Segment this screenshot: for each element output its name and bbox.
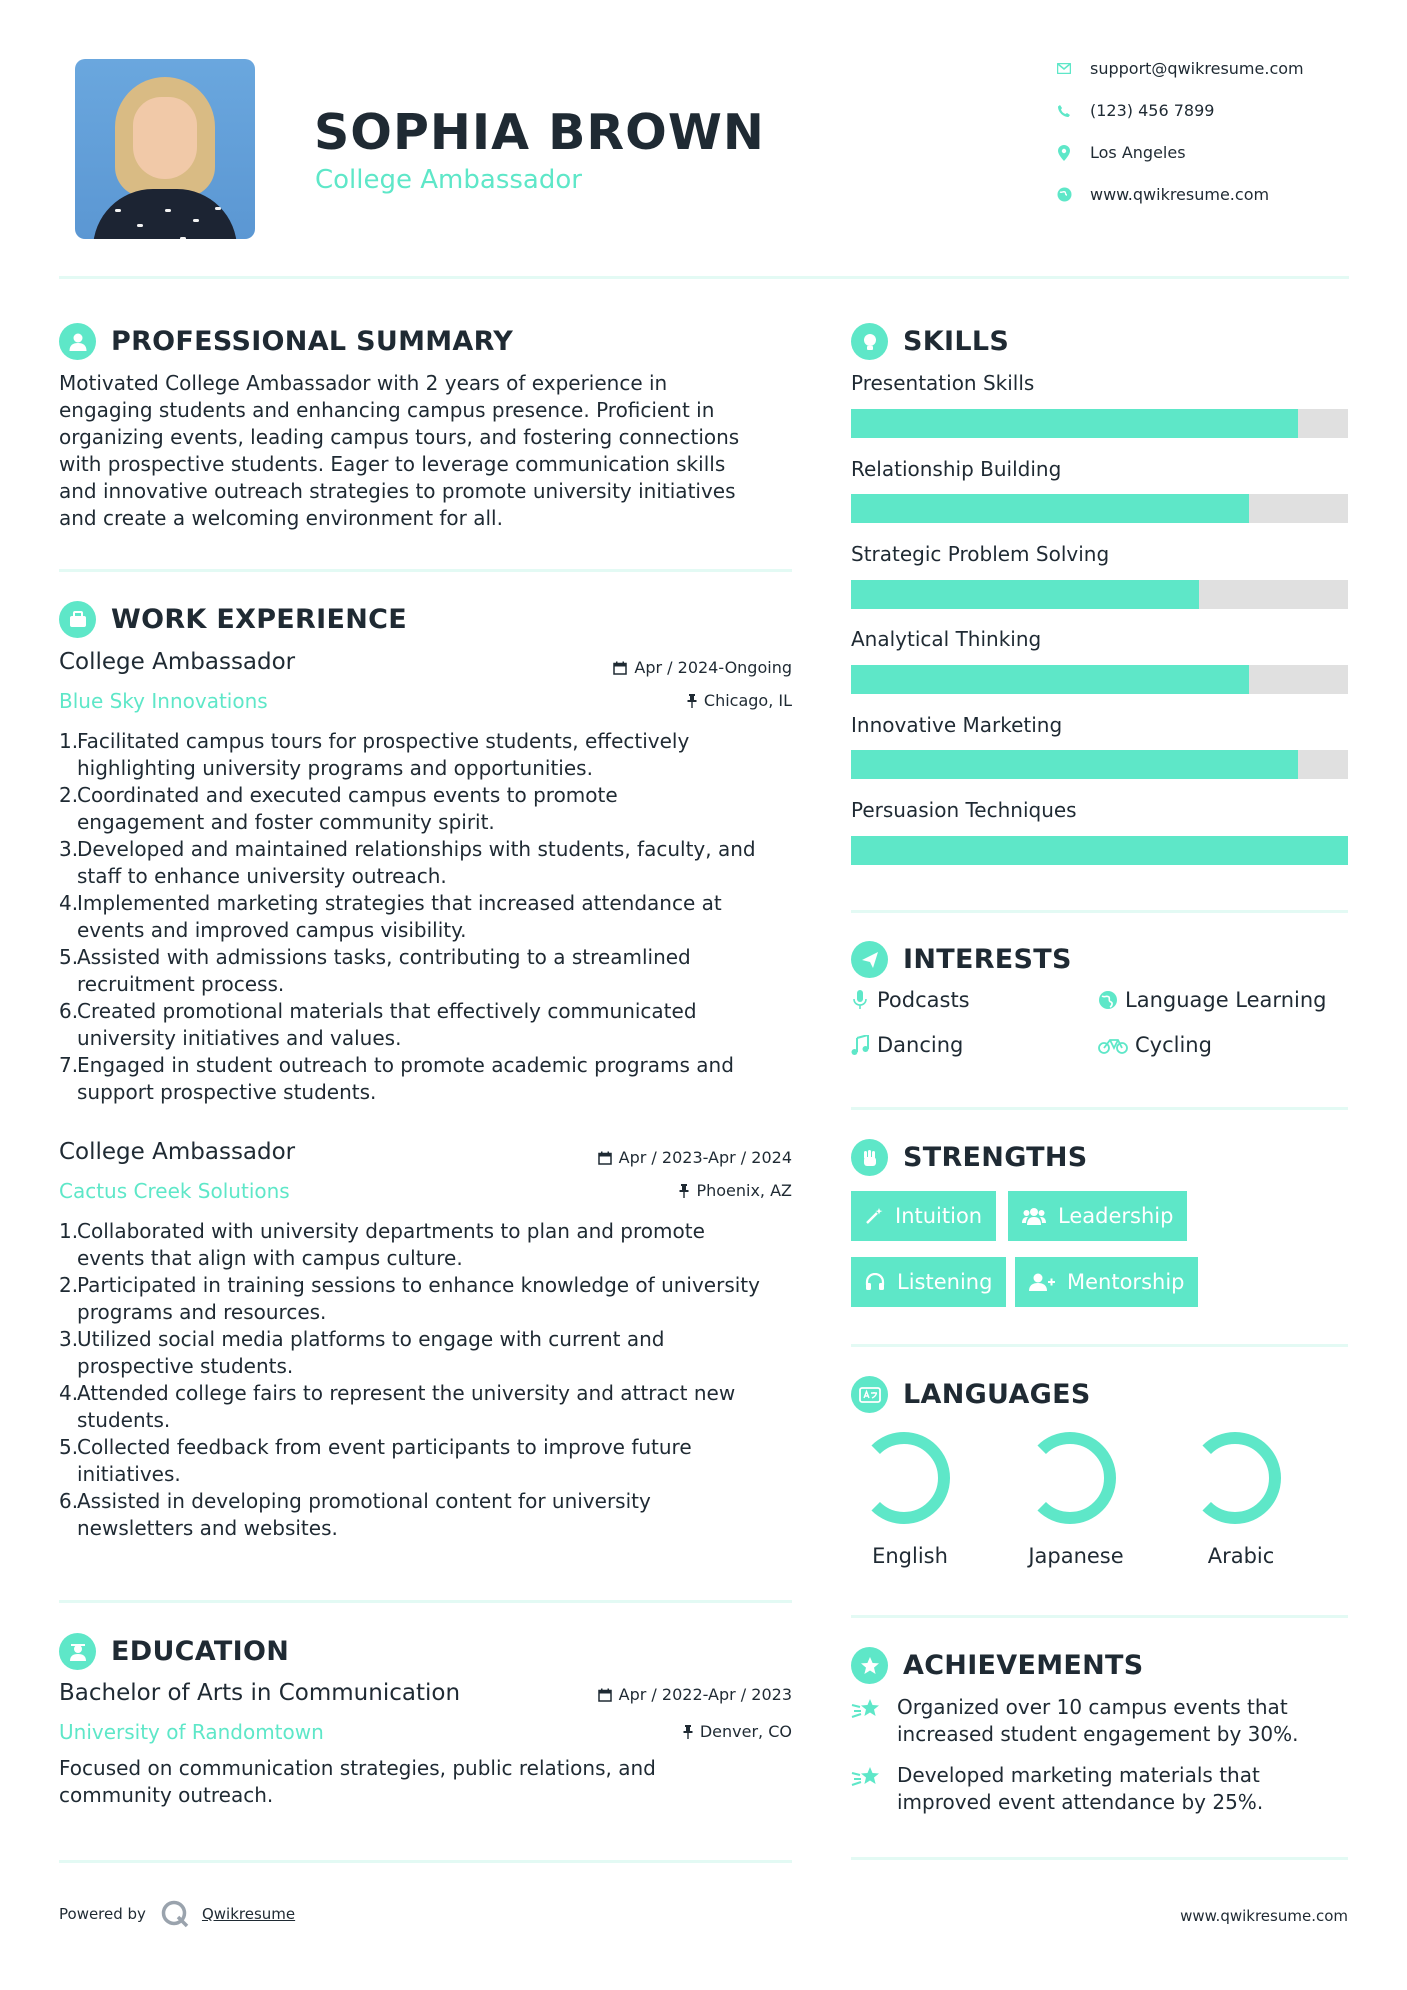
education-divider — [59, 1860, 792, 1863]
headphones-icon — [865, 1273, 885, 1291]
strengths-title: STRENGTHS — [903, 1142, 1088, 1173]
language-ring-english — [858, 1432, 950, 1524]
job-2-bullets — [59, 1218, 799, 1542]
interest-language-learning: Language Learning — [1097, 988, 1326, 1012]
summary-text: Motivated College Ambassador with 2 years of experience in engaging students and enhancing campus presence. Proficient in organizing events, leading campus tours, and fostering connections with prospective students. Eager to leverage communication skills and innovative outreach strategies to promote university initiatives and create a welcoming environment for all. — [59, 371, 740, 530]
achievements-title: ACHIEVEMENTS — [903, 1650, 1144, 1681]
strength-chip-intuition: Intuition — [851, 1191, 996, 1241]
achievements-header — [851, 1647, 1144, 1684]
candidate-role: College Ambassador — [315, 165, 582, 195]
achievement-item: Organized over 10 campus events that increased student engagement by 30%. — [851, 1694, 1298, 1748]
summary-header — [59, 323, 513, 360]
skill-label: Presentation Skills — [851, 371, 1035, 395]
pin-icon — [679, 1184, 689, 1198]
skill-bar-fill — [851, 665, 1249, 694]
map-pin-icon — [1055, 144, 1073, 162]
language-ring-japanese — [1024, 1432, 1116, 1524]
interest-cycling: Cycling — [1097, 1033, 1212, 1057]
paper-plane-icon — [851, 941, 888, 978]
bicycle-icon — [1097, 1036, 1129, 1054]
skill-bar-fill — [851, 409, 1298, 438]
job-1-date: Apr / 2024-Ongoing — [613, 658, 792, 677]
education-school: University of Randomtown — [59, 1720, 324, 1744]
skill-bar-fill — [851, 836, 1348, 865]
list-item: 1. Facilitated campus tours for prospective students, effectively highlighting university programs and opportunities. — [59, 729, 690, 780]
list-item: 1. Collaborated with university departments to plan and promote events that align with campus culture. — [59, 1219, 705, 1270]
strengths-header — [851, 1139, 1088, 1176]
fist-icon — [851, 1139, 888, 1176]
skill-bar — [851, 665, 1348, 694]
pin-icon — [683, 1725, 693, 1739]
job-1-location: Chicago, IL — [687, 691, 792, 710]
contact-location: Los Angeles — [1055, 143, 1186, 162]
microphone-icon — [849, 990, 871, 1010]
language-label: English — [872, 1544, 948, 1568]
email-icon — [1055, 60, 1073, 78]
interest-podcasts: Podcasts — [849, 988, 970, 1012]
job-1-company: Blue Sky Innovations — [59, 689, 268, 713]
strength-chip-listening: Listening — [851, 1257, 1006, 1307]
skill-label: Innovative Marketing — [851, 713, 1063, 737]
education-location: Denver, CO — [683, 1722, 792, 1741]
summary-divider — [59, 569, 792, 572]
job-2-title: College Ambassador — [59, 1139, 296, 1165]
job-2-location: Phoenix, AZ — [679, 1181, 792, 1200]
list-item: 7. Engaged in student outreach to promote academic programs and support prospective students. — [59, 1053, 734, 1104]
languages-header — [851, 1376, 1091, 1413]
calendar-icon — [598, 1688, 612, 1702]
skill-bar — [851, 409, 1348, 438]
skills-header — [851, 323, 1009, 360]
job-1-bullets — [59, 728, 799, 1106]
education-degree: Bachelor of Arts in Communication — [59, 1680, 461, 1706]
job-2-company: Cactus Creek Solutions — [59, 1179, 290, 1203]
job-1-title: College Ambassador — [59, 649, 296, 675]
music-note-icon — [849, 1035, 871, 1055]
achievement-item: Developed marketing materials that improved event attendance by 25%. — [851, 1762, 1263, 1816]
skills-title: SKILLS — [903, 326, 1010, 357]
skills-divider — [851, 910, 1348, 913]
footer-powered-by: Powered by Qwikresume — [59, 1899, 295, 1929]
magic-wand-icon — [865, 1207, 883, 1225]
list-item: 4. Implemented marketing strategies that increased attendance at events and improved campus visibility. — [59, 891, 722, 942]
shooting-star-icon — [851, 1694, 883, 1748]
experience-divider — [59, 1600, 792, 1603]
graduation-icon — [59, 1633, 96, 1670]
user-icon — [59, 323, 96, 360]
contact-website[interactable]: www.qwikresume.com — [1055, 185, 1269, 204]
education-date: Apr / 2022-Apr / 2023 — [598, 1685, 792, 1704]
user-plus-icon — [1029, 1273, 1055, 1291]
education-title: EDUCATION — [111, 1636, 290, 1667]
summary-title: PROFESSIONAL SUMMARY — [111, 326, 514, 357]
list-item: 5. Assisted with admissions tasks, contributing to a streamlined recruitment process. — [59, 945, 691, 996]
education-description: Focused on communication strategies, public relations, and community outreach. — [59, 1756, 656, 1807]
interests-header — [851, 941, 1072, 978]
skill-label: Strategic Problem Solving — [851, 542, 1110, 566]
skill-bar — [851, 494, 1348, 523]
skill-label: Relationship Building — [851, 457, 1062, 481]
interests-divider — [851, 1107, 1348, 1110]
briefcase-icon — [59, 601, 96, 638]
interest-dancing: Dancing — [849, 1033, 963, 1057]
list-item: 3. Developed and maintained relationships with students, faculty, and staff to enhance university outreach. — [59, 837, 756, 888]
skill-bar-fill — [851, 580, 1199, 609]
contact-email[interactable]: support@qwikresume.com — [1055, 59, 1304, 78]
list-item: 2. Coordinated and executed campus events to promote engagement and foster community spirit. — [59, 783, 618, 834]
calendar-icon — [613, 661, 627, 675]
star-badge-icon — [851, 1647, 888, 1684]
pin-icon — [687, 694, 697, 708]
skill-bar — [851, 836, 1348, 865]
skill-bar — [851, 750, 1348, 779]
experience-header — [59, 601, 407, 638]
qwikresume-logo-icon — [160, 1899, 190, 1929]
skill-label: Analytical Thinking — [851, 627, 1042, 651]
job-2-date: Apr / 2023-Apr / 2024 — [598, 1148, 792, 1167]
language-ring-arc — [1042, 1438, 1110, 1518]
strength-chip-leadership: Leadership — [1008, 1191, 1187, 1241]
globe-icon — [1055, 186, 1073, 204]
interests-title: INTERESTS — [903, 944, 1072, 975]
profile-photo — [75, 59, 255, 239]
contact-phone[interactable]: (123) 456 7899 — [1055, 101, 1214, 120]
calendar-icon — [598, 1151, 612, 1165]
skill-bar — [851, 580, 1348, 609]
list-item: 3. Utilized social media platforms to engage with current and prospective students. — [59, 1327, 665, 1378]
language-icon — [851, 1376, 888, 1413]
achievements-divider — [851, 1857, 1348, 1860]
header-divider — [59, 276, 1349, 279]
language-label: Japanese — [1028, 1544, 1124, 1568]
experience-title: WORK EXPERIENCE — [111, 604, 407, 635]
shooting-star-icon — [851, 1762, 883, 1816]
skill-bar-fill — [851, 494, 1249, 523]
list-item: 6. Assisted in developing promotional content for university newsletters and websites. — [59, 1489, 651, 1540]
users-icon — [1022, 1207, 1046, 1225]
skill-bar-fill — [851, 750, 1298, 779]
education-header — [59, 1633, 289, 1670]
skill-label: Persuasion Techniques — [851, 798, 1077, 822]
language-label: Arabic — [1207, 1544, 1275, 1568]
list-item: 6. Created promotional materials that effectively communicated university initiatives and values. — [59, 999, 697, 1050]
language-ring-arc — [1207, 1438, 1275, 1518]
strength-chip-mentorship: Mentorship — [1015, 1257, 1198, 1307]
strengths-divider — [851, 1344, 1348, 1347]
phone-icon — [1055, 102, 1073, 120]
candidate-name: SOPHIA BROWN — [314, 104, 765, 161]
lightbulb-icon — [851, 323, 888, 360]
list-item: 4. Attended college fairs to represent the university and attract new students. — [59, 1381, 736, 1432]
qwikresume-link[interactable]: Qwikresume — [201, 1905, 296, 1923]
list-item: 2. Participated in training sessions to enhance knowledge of university programs and resources. — [59, 1273, 760, 1324]
footer-website[interactable]: www.qwikresume.com — [1180, 1907, 1348, 1925]
language-ring-arc — [876, 1438, 944, 1518]
language-ring-arabic — [1189, 1432, 1281, 1524]
languages-divider — [851, 1615, 1348, 1618]
globe-icon — [1097, 990, 1119, 1010]
list-item: 5. Collected feedback from event participants to improve future initiatives. — [59, 1435, 692, 1486]
languages-title: LANGUAGES — [903, 1379, 1091, 1410]
